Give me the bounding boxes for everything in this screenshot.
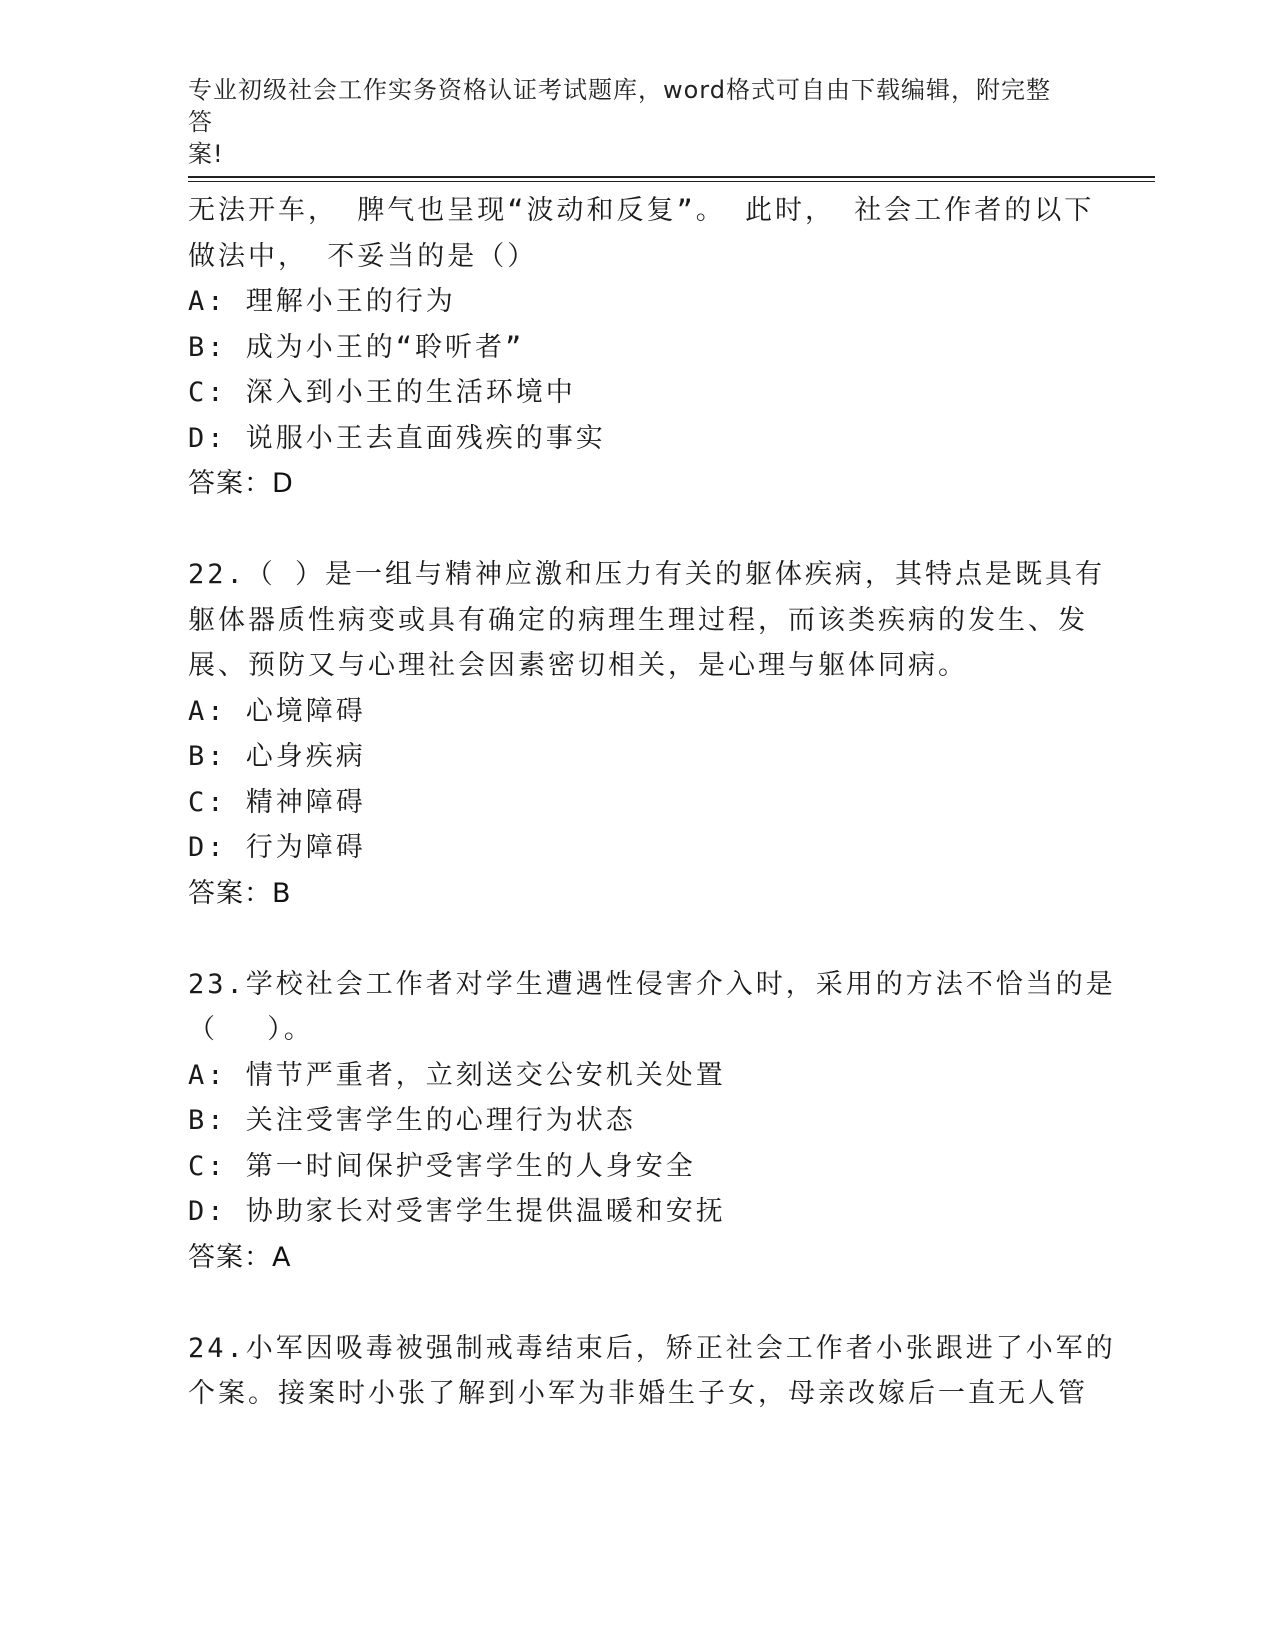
option-c: C: 深入到小王的生活环境中	[188, 377, 576, 408]
header-line-2: 案!	[188, 140, 224, 168]
answer-label: 答案：A	[188, 1241, 292, 1273]
option-d: D: 行为障碍	[188, 832, 366, 863]
question-spacer	[188, 916, 1088, 962]
answer-label: 答案：D	[188, 468, 294, 499]
question-23	[188, 962, 1116, 1281]
option-a: A: 理解小王的行为	[188, 286, 456, 317]
header-line-1: 专业初级社会工作实务资格认证考试题库，word格式可自由下载编辑，附完整答	[188, 76, 1051, 136]
question-spacer	[188, 1280, 1088, 1326]
header-divider-thick	[188, 176, 1155, 178]
option-a: A: 情节严重者，立刻送交公安机关处置	[188, 1059, 726, 1091]
page-header	[188, 74, 1068, 170]
option-d: D: 说服小王去直面残疾的事实	[188, 422, 606, 454]
question-24	[188, 1326, 1116, 1417]
question-stem: 无法开车， 脾气也呈现“波动和反复”。 此时， 社会工作者的以下	[188, 195, 1095, 226]
question-stem: 躯体器质性病变或具有确定的病理生理过程，而该类疾病的发生、发	[188, 604, 1088, 636]
option-a: A: 心境障碍	[188, 695, 366, 727]
question-stem: 24.小军因吸毒被强制戒毒结束后，矫正社会工作者小张跟进了小军的	[188, 1332, 1116, 1364]
option-d: D: 协助家长对受害学生提供温暖和安抚	[188, 1196, 726, 1227]
option-b: B: 关注受害学生的心理行为状态	[188, 1105, 636, 1136]
option-c: C: 精神障碍	[188, 786, 366, 818]
answer-label: 答案：B	[188, 877, 292, 909]
question-stem: 23.学校社会工作者对学生遭遇性侵害介入时，采用的方法不恰当的是	[188, 968, 1116, 1000]
question-stem: 22.（ ）是一组与精神应激和压力有关的躯体疾病，其特点是既具有	[188, 559, 1106, 590]
header-divider-thin	[188, 181, 1155, 182]
question-stem: （ ）。	[188, 1014, 314, 1045]
question-stem: 个案。接案时小张了解到小军为非婚生子女，母亲改嫁后一直无人管	[188, 1378, 1088, 1409]
option-b: B: 成为小王的“聆听者”	[188, 331, 525, 363]
option-c: C: 第一时间保护受害学生的人身安全	[188, 1150, 696, 1182]
question-21	[188, 188, 1095, 507]
question-stem: 展、预防又与心理社会因素密切相关，是心理与躯体同病。	[188, 650, 968, 681]
question-list	[188, 188, 1116, 1417]
question-spacer	[188, 507, 1088, 553]
option-b: B: 心身疾病	[188, 741, 366, 772]
question-stem: 做法中， 不妥当的是（）	[188, 240, 538, 272]
question-22	[188, 552, 1106, 916]
